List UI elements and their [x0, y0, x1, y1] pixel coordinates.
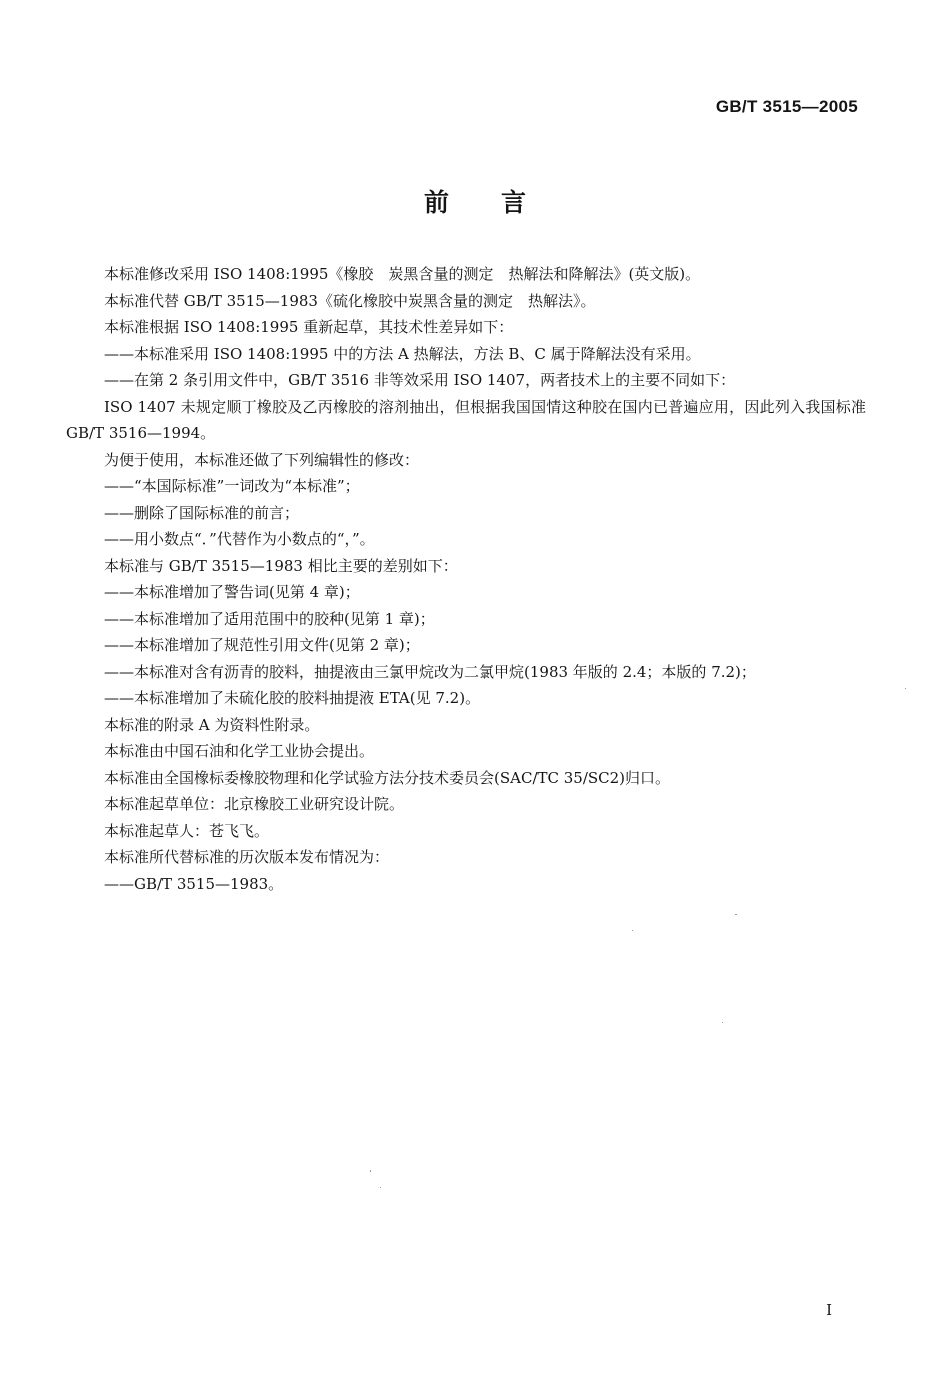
scan-speck — [735, 914, 737, 915]
scan-speck — [632, 930, 633, 931]
list-item: ——本标准增加了适用范围中的胶种(见第 1 章)； — [104, 609, 435, 628]
paragraph: 本标准的附录 A 为资料性附录。 — [104, 715, 320, 734]
scan-speck — [722, 1022, 723, 1023]
paragraph: 本标准由全国橡标委橡胶物理和化学试验方法分技术委员会(SAC/TC 35/SC2)归口。 — [104, 768, 671, 787]
paragraph: 本标准所代替标准的历次版本发布情况为： — [104, 848, 390, 866]
list-item: ——本标准增加了警告词(见第 4 章)； — [104, 583, 360, 601]
paragraph: 本标准起草人：苍飞飞。 — [104, 821, 270, 840]
list-item: ——GB/T 3515—1983。 — [104, 874, 284, 893]
standard-number: GB/T 3515—2005 — [715, 97, 858, 116]
scan-speck — [370, 1170, 371, 1172]
foreword-body — [66, 261, 866, 897]
list-item: ——在第 2 条引用文件中，GB/T 3516 非等效采用 ISO 1407，两者技术上的主要不同如下： — [104, 371, 736, 389]
paragraph: 本标准与 GB/T 3515—1983 相比主要的差别如下： — [104, 556, 458, 575]
list-item: ——本标准采用 ISO 1408:1995 中的方法 A 热解法，方法 B、C 属于降解法没有采用。 — [104, 344, 701, 363]
list-item: ——删除了国际标准的前言； — [104, 503, 300, 522]
paragraph: 为便于使用，本标准还做了下列编辑性的修改： — [104, 450, 420, 469]
paragraph: 本标准代替 GB/T 3515—1983《硫化橡胶中炭黑含量的测定 热解法》。 — [104, 291, 596, 310]
paragraph: 本标准根据 ISO 1408:1995 重新起草，其技术性差异如下： — [104, 318, 514, 336]
page-number: I — [826, 1301, 832, 1319]
paragraph: ISO 1407 未规定顺丁橡胶及乙丙橡胶的溶剂抽出，但根据我国国情这种胶在国内已普遍应用，因此列入我国标准 GB/T 3516—1994。 — [66, 397, 866, 442]
scan-speck — [905, 688, 906, 689]
scan-speck — [380, 1187, 381, 1188]
page-title: 前言 — [423, 188, 578, 217]
paragraph: 本标准由中国石油和化学工业协会提出。 — [104, 742, 375, 760]
list-item: ——本标准增加了未硫化胶的胶料抽提液 ETA(见 7.2)。 — [104, 689, 481, 707]
list-item: ——本标准增加了规范性引用文件(见第 2 章)； — [104, 636, 420, 654]
paragraph: 本标准修改采用 ISO 1408:1995《橡胶 炭黑含量的测定 热解法和降解法》(英文版)。 — [104, 265, 701, 283]
list-item: ——“本国际标准”一词改为“本标准”； — [104, 477, 360, 495]
paragraph: 本标准起草单位：北京橡胶工业研究设计院。 — [104, 795, 405, 813]
list-item: ——本标准对含有沥青的胶料，抽提液由三氯甲烷改为二氯甲烷(1983 年版的 2.4；本版的 7.2)； — [104, 662, 756, 681]
list-item: ——用小数点“．”代替作为小数点的“，”。 — [104, 530, 375, 548]
